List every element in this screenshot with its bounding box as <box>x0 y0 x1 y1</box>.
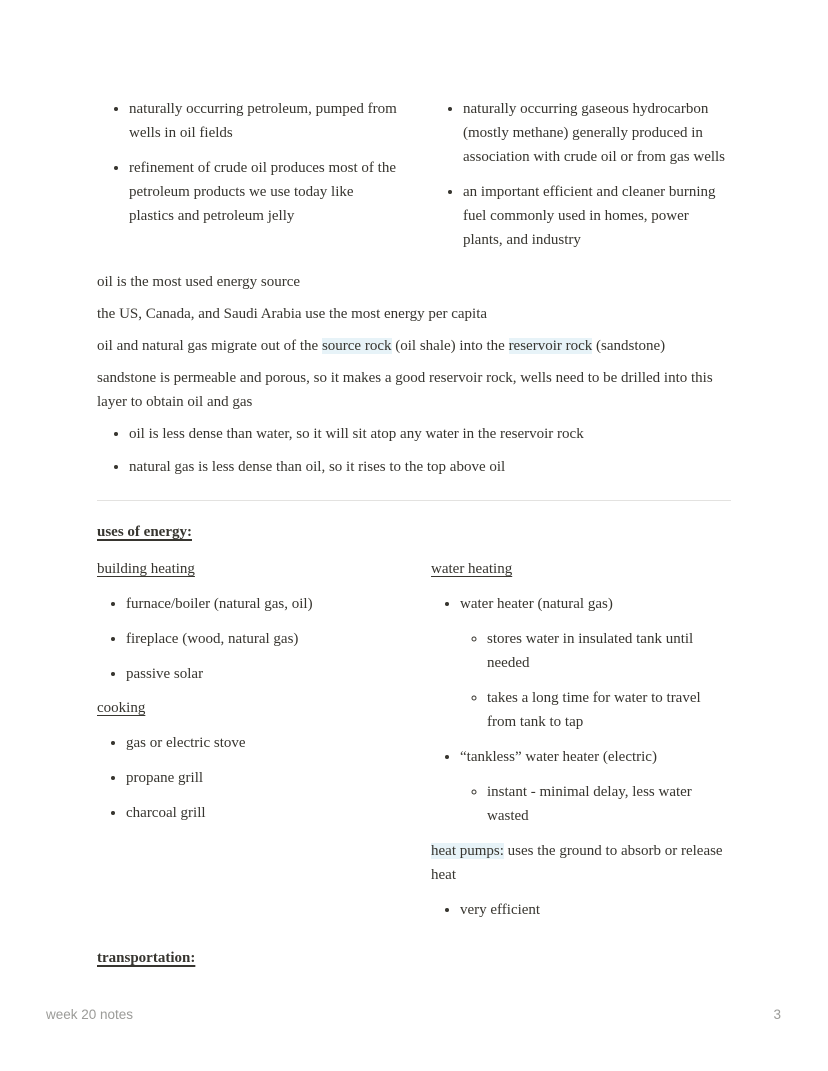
paragraph-energy-per-capita: the US, Canada, and Saudi Arabia use the most energy per capita <box>97 306 488 322</box>
bullet-item: • naturally occurring gaseous hydrocarbon (mostly methane) generally produced in association with crude oil or from gas wells <box>463 97 731 169</box>
natural-gas-column <box>431 97 731 252</box>
oil-column <box>97 97 397 252</box>
density-bullet-list <box>97 422 731 479</box>
bullet-item: • propane grill <box>126 766 397 790</box>
paragraph-migration <box>97 334 731 358</box>
sub-list <box>460 627 731 734</box>
highlight-source-rock: source rock <box>321 338 392 354</box>
sub-bullet-item: ◦ instant - minimal delay, less water wasted <box>487 780 731 828</box>
intro-columns <box>97 97 731 252</box>
paragraph-oil-usage: oil is the most used energy source <box>97 274 301 290</box>
bullet-item: • natural gas is less dense than oil, so it rises to the top above oil <box>129 455 731 479</box>
bullet-item: • charcoal grill <box>126 801 397 825</box>
bullet-item: • very efficient <box>460 898 731 922</box>
bullet-item: • gas or electric stove <box>126 731 397 755</box>
uses-left-column <box>97 557 397 932</box>
sub-list <box>460 780 731 828</box>
heat-pumps-list <box>431 898 731 922</box>
bullet-item <box>460 592 731 734</box>
bullet-item: • oil is less dense than water, so it will sit atop any water in the reservoir rock <box>129 422 731 446</box>
migration-text-before: oil and natural gas migrate out of the <box>97 338 322 354</box>
natural-gas-bullet-list <box>431 97 731 252</box>
migration-text-middle: (oil shale) into the <box>391 338 509 354</box>
highlight-heat-pumps: heat pumps: <box>431 843 504 859</box>
content-area <box>97 97 731 970</box>
bullet-item <box>460 745 731 828</box>
highlight-reservoir-rock: reservoir rock <box>508 338 593 354</box>
paragraph-sandstone: sandstone is permeable and porous, so it makes a good reservoir rock, wells need to be drilled into this layer to obtain oil and gas <box>97 370 713 410</box>
heat-pumps-paragraph <box>431 839 731 887</box>
bullet-item: • fireplace (wood, natural gas) <box>126 627 397 651</box>
building-heating-list <box>97 592 397 686</box>
cooking-heading: cooking <box>97 700 146 716</box>
body-paragraphs <box>97 270 731 479</box>
page-number: 3 <box>773 1007 781 1022</box>
uses-columns <box>97 557 731 932</box>
bullet-item: • an important efficient and cleaner burning fuel commonly used in homes, power plants, and industry <box>463 180 731 252</box>
oil-bullet-list <box>97 97 397 228</box>
uses-right-column <box>431 557 731 932</box>
divider <box>97 500 731 501</box>
water-heating-list <box>431 592 731 828</box>
bullet-item: • passive solar <box>126 662 397 686</box>
heat-pumps-text: uses the ground to absorb or release heat <box>431 843 723 883</box>
water-heating-heading: water heating <box>431 561 513 577</box>
migration-text-after: (sandstone) <box>592 338 666 354</box>
transportation-heading: transportation: <box>97 950 196 966</box>
bullet-item: • furnace/boiler (natural gas, oil) <box>126 592 397 616</box>
sub-bullet-item: ◦ takes a long time for water to travel from tank to tap <box>487 686 731 734</box>
bullet-item: • naturally occurring petroleum, pumped from wells in oil fields <box>129 97 397 145</box>
footer-note: week 20 notes <box>46 1007 134 1022</box>
bullet-text: “tankless” water heater (electric) <box>460 749 657 765</box>
bullet-item: • refinement of crude oil produces most of the petroleum products we use today like plastics and petroleum jelly <box>129 156 397 228</box>
cooking-list <box>97 731 397 825</box>
building-heating-heading: building heating <box>97 561 195 577</box>
uses-of-energy-heading: uses of energy: <box>97 524 192 540</box>
bullet-text: water heater (natural gas) <box>460 596 613 612</box>
sub-bullet-item: ◦ stores water in insulated tank until needed <box>487 627 731 675</box>
